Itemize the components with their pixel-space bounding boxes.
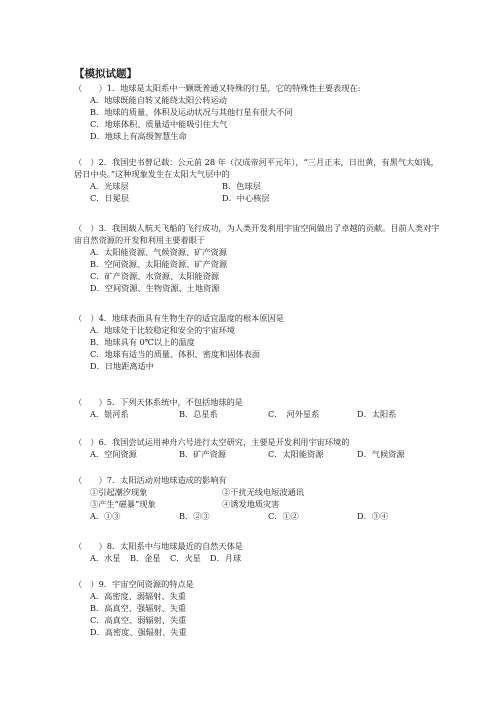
option-d: D．气候资源 [357, 449, 405, 459]
option-b: B．高真空、强辐射、失重 [90, 603, 187, 613]
option-d: D．日地距离适中 [90, 361, 154, 371]
option-row [90, 552, 446, 564]
question-stem: （ ）7．太阳活动对地球造成的影响有 [74, 475, 227, 485]
question-7 [74, 474, 446, 522]
statement-1: ①引起潮汐现象 [90, 487, 148, 497]
question-4 [74, 312, 446, 372]
option-row [90, 408, 446, 420]
option-d: D．地球上有高级智慧生命 [90, 131, 187, 141]
option-row [90, 510, 446, 522]
question-9 [74, 578, 446, 638]
option-c: C．地球体积、质量适中能吸引住大气 [90, 119, 228, 129]
question-stem: （ ）1．地球是太阳系中一颗既普通又特殊的行星，它的特殊性主要表现在: [74, 83, 361, 93]
statement-4: ④诱发地质灾害 [222, 499, 280, 509]
option-d: D．空间资源、生物资源、土地资源 [90, 283, 220, 293]
option-row [90, 180, 446, 192]
option-c: C．火星 [170, 553, 201, 563]
option-b: B．色球层 [222, 181, 261, 191]
option-d: D．月球 [210, 553, 242, 563]
option-b: B．矿产资源 [179, 449, 226, 459]
option-row [90, 448, 446, 460]
question-stem: （ ）6．我国尝试运用神舟六号进行太空研究，主要是开发利用宇宙环境的 [74, 437, 350, 447]
statement-row [90, 486, 446, 498]
question-1 [74, 82, 446, 142]
option-d: D．太阳系 [357, 409, 397, 419]
option-a: A．银河系 [90, 409, 129, 419]
question-3 [74, 222, 446, 294]
option-c: C．①② [268, 511, 299, 521]
option-a: A．高密度、弱辐射、失重 [90, 591, 186, 601]
question-6 [74, 436, 446, 460]
option-d: D．③④ [357, 511, 389, 521]
option-c: C．太阳能资源 [268, 449, 324, 459]
option-c: C．地球有适当的质量、体积、密度和固体表面 [90, 349, 261, 359]
option-b: B．地球具有 0℃以上的温度 [90, 337, 195, 347]
statement-3: ③产生“磁暴”现象 [90, 499, 156, 509]
option-b: B．总星系 [179, 409, 218, 419]
option-c: C．日冕层 [90, 193, 130, 203]
option-b: B．空间资源、太阳能资源、矿产资源 [90, 259, 228, 269]
option-row [90, 192, 446, 204]
option-a: A．①③ [90, 511, 121, 521]
option-b: B．地球的质量、体积及运动状况与其他行星有很大不同 [90, 107, 293, 117]
option-a: A．地球处于比较稳定和安全的宇宙环境 [90, 325, 236, 335]
option-d: D．中心核层 [222, 193, 270, 203]
option-b: B．金星 [130, 553, 161, 563]
option-c: C． 河外星系 [268, 409, 320, 419]
option-a: A．太阳能资源、气候资源、矿产资源 [90, 247, 227, 257]
statement-row [90, 498, 446, 510]
question-stem: （ ）3．我国载人航天飞船的飞行成功，为人类开发利用宇宙空间做出了卓越的贡献。目前人类对宇宙自然资源的开发和利用主要着眼于 [74, 223, 440, 245]
option-b: B．②③ [179, 511, 210, 521]
option-c: C．矿产资源、水资源、太阳能资源 [90, 271, 220, 281]
question-8 [74, 540, 446, 564]
option-c: C．高真空、弱辐射、失重 [90, 615, 187, 625]
question-stem: （ ）4．地球表面具有生物生存的适宜温度的根本原因是 [74, 313, 284, 323]
option-d: D．高密度、强辐射、失重 [90, 627, 187, 637]
option-a: A．地球既能自转又能绕太阳公转运动 [90, 95, 227, 105]
question-5 [74, 396, 446, 420]
question-stem: （ ）9．宇宙空间资源的特点是 [74, 579, 194, 589]
option-a: A．水星 [90, 553, 121, 563]
question-2 [74, 156, 446, 204]
option-a: A．空间资源 [90, 449, 137, 459]
section-title: 【模拟试题】 [74, 68, 137, 80]
question-stem: （ ）2．我国史书曾记载：公元前 28 年（汉成帝河平元年），“三月正末，日出黄，有黑气大如钱，居日中央。”这种现象发生在太阳大气层中的 [74, 157, 439, 179]
question-stem: （ ）8．太阳系中与地球最近的自然天体是 [74, 541, 243, 551]
statement-2: ②干扰无线电短波通讯 [222, 487, 304, 497]
question-stem: （ ）5．下列天体系统中，不包括地球的是 [74, 397, 243, 407]
option-a: A．光球层 [90, 181, 129, 191]
